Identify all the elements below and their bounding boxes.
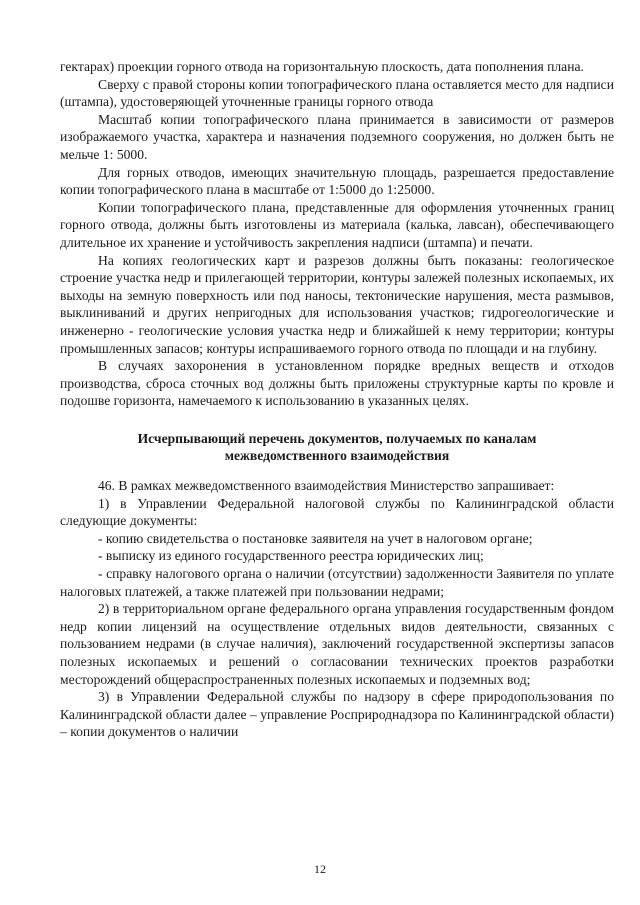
paragraph: Для горных отводов, имеющих значительную площадь, разрешается предоставление копии топографического плана в масштабе от 1:5000 до 1:25000. — [60, 164, 614, 198]
paragraph: Масштаб копии топографического плана принимается в зависимости от размеров изображаемого участка, характера и назначения подземного сооружения, но должен быть не мельче 1: 5000. — [60, 111, 614, 162]
top-paragraphs — [60, 58, 614, 410]
page-content — [60, 58, 614, 741]
list-item: - копию свидетельства о постановке заявителя на учет в налоговом органе; — [98, 530, 533, 546]
list-item: - выписку из единого государственного реестра юридических лиц; — [98, 548, 484, 564]
paragraph: На копиях геологических карт и разрезов должны быть показаны: геологическое строение участка недр и прилегающей территории, контуры залежей полезных ископаемых, их выходы на земную поверхность или под наносы, тектонические нарушения, места размывов, выклиниваний и других непригодных для использования участков; гидрогеологические и инженерно - геологические условия участка недр и ближайшей к нему территории; контуры промышленных запасов; контуры испрашиваемого горного отвода по площади и на глубину. — [60, 252, 614, 356]
section-heading — [60, 430, 614, 465]
paragraph: 3) в Управлении Федеральной службы по надзору в сфере природопользования по Калининградской области далее – управление Росприроднадзора по Калининградской области) – копии документов о наличии — [60, 689, 614, 740]
heading-line: межведомственного взаимодействия — [224, 448, 450, 464]
paragraph: Сверху с правой стороны копии топографического плана оставляется место для надписи (штампа), удостоверяющей уточненные границы горного отвода — [60, 76, 614, 110]
list-item: - справку налогового органа о наличии (отсутствии) задолженности Заявителя по уплате налоговых платежей, а также платежей при пользовании недрами; — [60, 566, 614, 599]
paragraph: Копии топографического плана, представленные для оформления уточненных границ горного отвода, должны быть изготовлены из материала (калька, лавсан), обеспечивающего длительное их хранение и устойчивость закрепления надписи (штампа) и печати. — [60, 199, 614, 250]
page-number: 12 — [314, 862, 326, 876]
paragraph: В случаях захоронения в установленном порядке вредных веществ и отходов производства, сброса сточных вод должны быть приложены структурные карты по кровле и подошве горизонта, намечаемого к использованию в указанных целях. — [60, 358, 614, 409]
paragraph: гектарах) проекции горного отвода на горизонтальную плоскость, дата пополнения плана. — [60, 59, 584, 74]
bottom-paragraphs — [60, 477, 614, 741]
paragraph: 46. В рамках межведомственного взаимодействия Министерство запрашивает: — [98, 478, 555, 494]
paragraph: 1) в Управлении Федеральной налоговой службы по Калининградской области следующие документы: — [60, 495, 614, 529]
heading-line: Исчерпывающий перечень документов, получаемых по каналам — [137, 430, 537, 446]
paragraph: 2) в территориальном органе федерального органа управления государственным фондом недр копии лицензий на осуществление отдельных видов деятельности, связанных с пользованием недрами (в случае наличия), заключений государственной экспертизы запасов полезных ископаемых и решений о согласовании технических проектов разработки месторождений общераспространенных полезных ископаемых и подземных вод; — [60, 601, 614, 687]
